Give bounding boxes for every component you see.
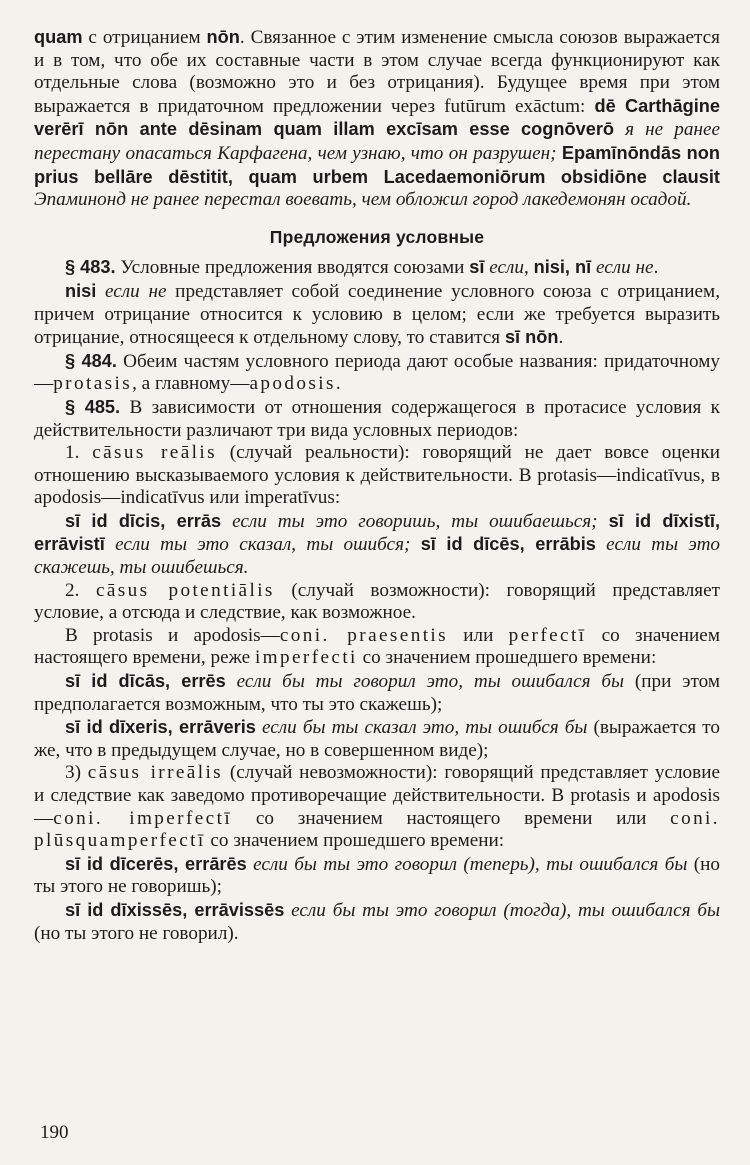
paragraph-quam bbox=[34, 26, 720, 212]
paragraph-nisi bbox=[34, 280, 720, 350]
text: . bbox=[558, 327, 564, 349]
text: со значением прошедшего времени: bbox=[357, 647, 657, 669]
spaced-term: coni. plūsquamperfectī bbox=[34, 807, 720, 852]
text: , bbox=[523, 257, 534, 279]
text: со значением прошедшего времени: bbox=[205, 830, 505, 852]
text: . Связанное с этим изменение смысла союзов выражается и в том, что обе их составные части в этом случае всегда функционируют как отдельные слова (возможно это и без отрицания). Будущее время при этом выражается в придаточном предложении через futūrum exāctum: bbox=[34, 27, 720, 117]
examples-realis bbox=[34, 510, 720, 580]
text: В зависимости от отношения содержащегося в протасисе условия к действительности различают три вида условных периодов: bbox=[34, 396, 720, 441]
text: , а главному— bbox=[132, 373, 250, 395]
text: Обеим частям условного периода дают особые названия: придаточному— bbox=[34, 350, 720, 395]
latin-example: sī id dīcās, errēs bbox=[65, 671, 226, 692]
text: Условные предложения вводятся союзами bbox=[115, 257, 470, 279]
text: с отрицанием bbox=[82, 27, 207, 48]
paragraph-485 bbox=[34, 396, 720, 442]
text: (выражается то же, что в предыдущем случае, но в совершенном виде); bbox=[34, 717, 720, 761]
latin-example: Epamīnōndās non prius bellāre dēstitit, quam urbem Lacedaemoniōrum obsidiōne clausit bbox=[34, 142, 721, 187]
latin-term: nōn bbox=[206, 27, 240, 47]
latin-example: sī id dīcerēs, errārēs bbox=[65, 853, 247, 874]
latin-term: nisi, nī bbox=[533, 257, 592, 278]
translation: если ты это сказал, ты ошибся; bbox=[104, 534, 411, 556]
text: или bbox=[448, 624, 509, 646]
text: (но ты этого не говорил). bbox=[34, 922, 239, 944]
text: со значением настоящего времени или bbox=[232, 807, 671, 829]
spaced-term: cāsus irreālis bbox=[87, 762, 224, 784]
spaced-term: coni. praesentis bbox=[279, 624, 449, 646]
text: (случай невозможности): говорящий представляет условие и следствие как заведомо противоречащие действительности. В protasis и apodosis— bbox=[34, 762, 720, 829]
latin-example: dē Carthāgine verērī nōn ante dēsinam quam illam excīsam esse cognōverō bbox=[34, 95, 721, 140]
latin-example: sī id dīxissēs, errāvissēs bbox=[65, 899, 285, 920]
spaced-term: coni. imperfectī bbox=[53, 807, 233, 829]
text: (случай возможности): говорящий представляет условие, а отсюда и следствие, как возможное. bbox=[34, 579, 721, 624]
translation: я не ранее перестану опасаться Карфагена, чем узнаю, что он разрушен; bbox=[34, 119, 720, 164]
paragraph-484 bbox=[34, 350, 720, 396]
item-number: 3) bbox=[65, 762, 88, 784]
text: . bbox=[335, 373, 341, 395]
latin-example: sī id dīxeris, errāveris bbox=[65, 717, 256, 738]
text: В protasis и apodosis— bbox=[65, 624, 280, 646]
translation: Эпаминонд не ранее перестал воевать, чем обложил город лакедемонян осадой. bbox=[34, 189, 692, 211]
casus-potentialis bbox=[34, 580, 720, 625]
spaced-term: cāsus reālis bbox=[92, 442, 217, 464]
latin-example: sī id dīcis, errās bbox=[65, 510, 222, 531]
latin-term: quam bbox=[34, 27, 83, 47]
text bbox=[598, 511, 609, 532]
translation: если ты это говоришь, ты ошибаешься; bbox=[221, 510, 598, 532]
text: . bbox=[653, 257, 659, 279]
spaced-term: cāsus potentiālis bbox=[95, 579, 275, 601]
text: (при этом предполагается возможным, что ты это скажешь); bbox=[34, 671, 720, 715]
translation: если не bbox=[96, 280, 167, 302]
casus-realis bbox=[34, 442, 720, 510]
translation: если бы ты это говорил (тогда), ты ошибался бы bbox=[284, 899, 720, 921]
casus-irrealis bbox=[34, 762, 720, 852]
section-number: § 484. bbox=[65, 350, 117, 371]
spaced-term: apodosis bbox=[249, 373, 336, 395]
latin-term: sī bbox=[469, 257, 485, 278]
example-potentialis-1 bbox=[34, 670, 720, 716]
section-heading: Предложения условные bbox=[269, 226, 485, 247]
spaced-term: protasis bbox=[53, 373, 133, 395]
spaced-term: perfectī bbox=[508, 624, 587, 646]
text bbox=[410, 534, 420, 555]
text: со значением настоящего времени, реже bbox=[34, 624, 720, 669]
page-number: 190 bbox=[40, 1122, 69, 1143]
section-number: § 485. bbox=[65, 396, 121, 417]
example-irrealis-2 bbox=[34, 899, 720, 945]
latin-term: sī nōn bbox=[504, 327, 559, 348]
latin-example: sī id dīxistī, errāvistī bbox=[34, 510, 720, 555]
translation: если бы ты говорил это, ты ошибался бы bbox=[225, 671, 625, 693]
latin-example: sī id dīcēs, errābis bbox=[420, 534, 596, 555]
text: представляет собой соединение условного союза с отрицанием, причем отрицание относится к условию в целом; если же требуется выразить отрицание, относящееся к отдельному слову, то ставится bbox=[34, 280, 721, 349]
translation: если ты это скажешь, ты ошибешься. bbox=[34, 534, 721, 579]
potentialis-moods bbox=[34, 625, 720, 670]
example-potentialis-2 bbox=[34, 716, 720, 762]
text: (но ты этого не говоришь); bbox=[34, 853, 721, 898]
translation: если бы ты это говорил (теперь), ты ошибался бы bbox=[246, 853, 688, 875]
translation: если не bbox=[591, 257, 654, 279]
translation: если bbox=[484, 257, 524, 279]
spaced-term: imperfecti bbox=[254, 647, 358, 669]
item-number: 2. bbox=[65, 579, 96, 601]
example-irrealis-1 bbox=[34, 853, 720, 899]
section-number: § 483. bbox=[65, 257, 116, 278]
latin-term: nisi bbox=[65, 280, 97, 301]
paragraph-483 bbox=[34, 256, 720, 280]
item-number: 1. bbox=[65, 442, 93, 464]
translation: если бы ты сказал это, ты ошибся бы bbox=[255, 717, 588, 739]
text: (случай реальности): говорящий не дает вовсе оценки отношению высказываемого условия к действительности. В protasis—indicatīvus, в apodosis—indicatīvus или imperatīvus: bbox=[34, 442, 720, 509]
